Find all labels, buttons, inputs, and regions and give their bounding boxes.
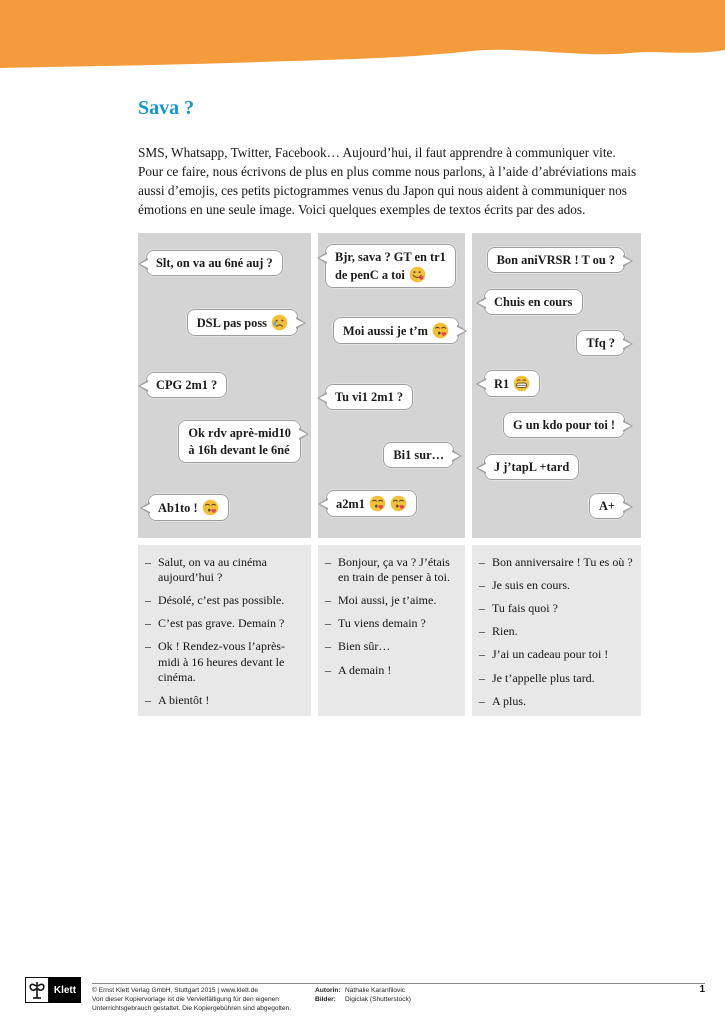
bubble-tail: [138, 258, 148, 270]
bubble-panel: [138, 233, 311, 538]
translation-line: – Moi aussi, je t’aime.: [325, 593, 437, 608]
bubble-tail: [317, 392, 327, 404]
klett-flower-icon: [25, 977, 49, 1003]
translation-panel: [472, 545, 641, 716]
klett-logo-text: Klett: [49, 977, 81, 1003]
face-blowing-kiss-emoji-icon: [202, 499, 219, 516]
translation-panel: [318, 545, 465, 716]
bubble-text: Slt, on va au 6né auj ?: [156, 256, 273, 270]
face-blowing-kiss-emoji-icon: [432, 322, 449, 339]
bubble-tail: [476, 297, 486, 309]
face-blowing-kiss-emoji-icon: [369, 495, 386, 512]
sms-column-2: [318, 233, 465, 716]
bubble-text: A+: [598, 499, 615, 513]
chat-bubble: [148, 494, 229, 521]
bubble-panel: [318, 233, 465, 538]
images-label: Bilder:: [315, 996, 336, 1004]
chat-bubble: [383, 442, 454, 468]
sms-column-3: [472, 233, 641, 716]
bubble-text: Moi aussi je t’m: [343, 324, 428, 338]
bubble-tail: [452, 450, 462, 462]
bubble-text: Ok rdv aprè-mid10: [188, 426, 291, 440]
images-credit: Digiclak (Shutterstock): [345, 996, 411, 1004]
bubble-text: Ab1to !: [158, 501, 198, 515]
translation-line: – Bien sûr…: [325, 639, 391, 654]
klett-logo: [25, 977, 81, 1003]
copyright-line: © Ernst Klett Verlag GmbH, Stuttgart 2015 | www.klett.de: [92, 987, 258, 994]
copyright-block: [92, 986, 291, 1014]
chat-bubble: [325, 384, 413, 410]
bubble-text: Chuis en cours: [494, 295, 573, 309]
bubble-tail: [476, 378, 486, 390]
translation-line: – Bon anniversaire ! Tu es où ?: [479, 555, 633, 569]
footer-divider: [92, 983, 705, 984]
translation-line: – A demain !: [325, 662, 392, 677]
bubble-tail: [138, 380, 148, 392]
chat-bubble: [178, 420, 301, 463]
grinning-face-emoji-icon: [513, 375, 530, 392]
bubble-text: R1: [494, 377, 510, 391]
chat-bubble: [484, 370, 540, 397]
translation-line: – J’ai un cadeau pour toi !: [479, 647, 609, 662]
bubble-tail: [623, 501, 633, 513]
copyright-line: Unterrichtsgebrauch gestattet. Die Kopiergebühren sind abgegolten.: [92, 1005, 292, 1013]
author-label: Autorin:: [315, 987, 341, 994]
bubble-text: J j’tapL +tard: [494, 460, 570, 474]
chat-bubble: [146, 250, 283, 276]
bubble-text: Bon aniVRSR ! T ou ?: [496, 253, 615, 267]
author-name: Nathalie Karanfilovic: [345, 987, 406, 994]
chat-bubble: [187, 309, 298, 336]
chat-bubble: [484, 289, 583, 315]
bubble-text: Tfq ?: [586, 336, 615, 350]
bubble-tail: [457, 325, 467, 337]
chat-bubble: [326, 490, 417, 517]
bubble-text: Bjr, sava ? GT en tr1: [335, 250, 446, 264]
credits-block: [315, 986, 411, 1004]
bubble-tail: [623, 420, 633, 432]
bubble-text: a2m1: [336, 497, 365, 511]
translation-line: – Rien.: [479, 624, 518, 639]
bubble-text: Tu vi1 2m1 ?: [335, 390, 404, 404]
translation-line: – C’est pas grave. Demain ?: [145, 616, 285, 631]
bubble-tail: [623, 255, 633, 267]
bubble-tail: [318, 498, 328, 510]
crying-face-emoji-icon: [271, 314, 288, 331]
smiling-face-with-heart-emoji-icon: [409, 266, 426, 283]
bubble-text: CPG 2m1 ?: [156, 378, 218, 392]
bubble-text: Bi1 sur…: [393, 448, 444, 462]
translation-panel: [138, 545, 311, 716]
orange-header-band: [0, 0, 725, 72]
bubble-tail: [476, 462, 486, 474]
translation-line: – Je t’appelle plus tard.: [479, 670, 595, 685]
chat-bubble: [487, 247, 625, 273]
bubble-tail: [299, 428, 309, 440]
translation-line: – Tu fais quoi ?: [479, 601, 558, 616]
intro-paragraph: SMS, Whatsapp, Twitter, Facebook… Aujourd’hui, il faut apprendre à communiquer vite. Pour ce faire, nous écrivons de plus en plus comme nous parlons, à l’aide d’abréviations mais aussi d’emojis, ces petits pictogrammes venus du Japon qui nous aident à communiquer nos émotions en une seule image. Voici quelques exemples de textos écrits par des ados.: [138, 145, 637, 217]
page-number: 1: [699, 984, 705, 995]
copyright-line: Von dieser Kopiervorlage ist die Vervielfältigung für den eigenen: [92, 996, 279, 1004]
chat-bubble: [576, 330, 625, 356]
face-blowing-kiss-emoji-icon: [390, 495, 407, 512]
chat-bubble: [325, 244, 456, 288]
translation-line: – Désolé, c’est pas possible.: [145, 593, 285, 608]
bubble-tail: [140, 502, 150, 514]
bubble-text: de penC a toi: [335, 268, 405, 283]
translation-line: – A bientôt !: [145, 692, 210, 707]
sms-column-1: [138, 233, 311, 716]
bubble-tail: [623, 338, 633, 350]
translation-line: – Ok ! Rendez-vous l’après-midi à 16 heures devant le cinéma.: [145, 639, 285, 684]
chat-bubble: [146, 372, 227, 398]
translation-line: – A plus.: [479, 693, 527, 708]
chat-bubble: [484, 454, 579, 480]
page-title: Sava ?: [138, 97, 195, 119]
chat-bubble: [503, 412, 625, 438]
translation-line: – Salut, on va au cinéma aujourd’hui ?: [145, 555, 267, 585]
bubble-text: DSL pas poss: [196, 316, 267, 330]
bubble-tail: [317, 252, 327, 264]
chat-bubble: [589, 493, 625, 519]
sms-columns: [138, 233, 641, 716]
bubble-panel: [472, 233, 641, 538]
translation-line: – Je suis en cours.: [479, 578, 570, 593]
bubble-text: G un kdo pour toi !: [512, 418, 615, 432]
chat-bubble: [333, 317, 459, 344]
bubble-tail: [296, 317, 306, 329]
translation-line: – Bonjour, ça va ? J’étais en train de penser à toi.: [325, 555, 450, 585]
bubble-text: à 16h devant le 6né: [188, 443, 290, 458]
translation-line: – Tu viens demain ?: [325, 616, 426, 631]
